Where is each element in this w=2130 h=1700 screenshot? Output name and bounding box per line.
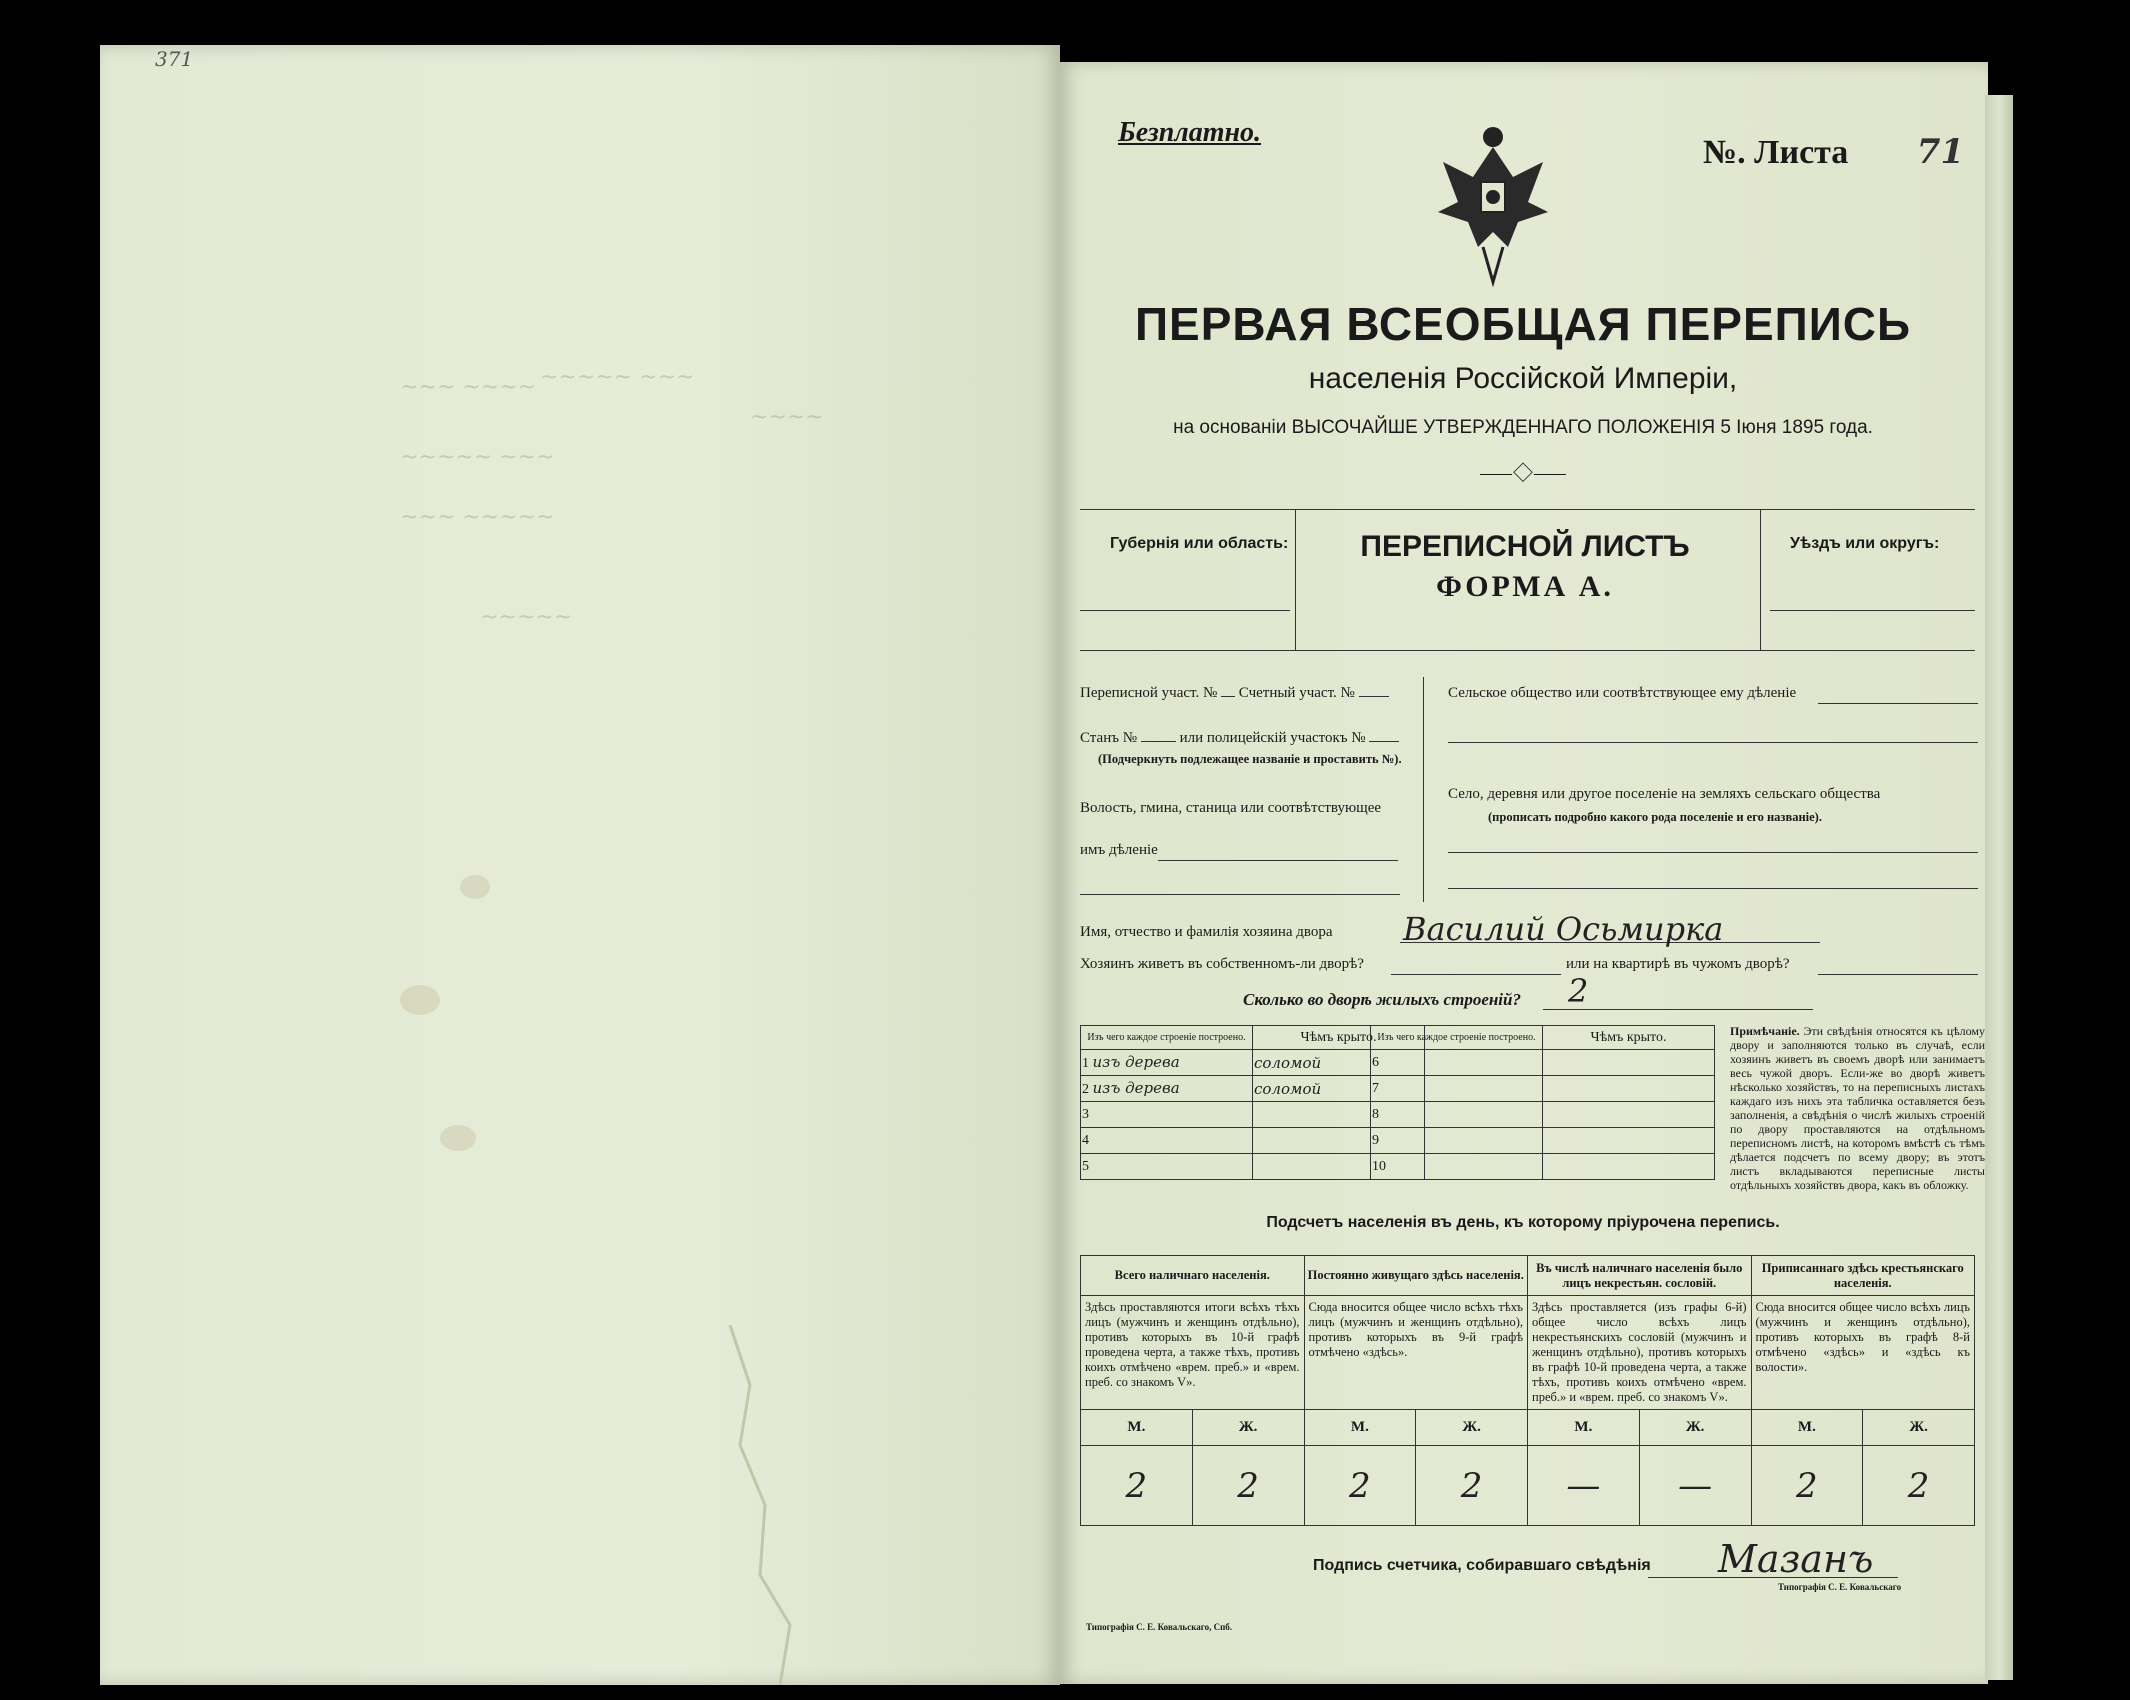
col-material-2: Изъ чего каждое строеніе построено. [1371, 1026, 1543, 1050]
form-letter: ФОРМА А. [1436, 570, 1614, 603]
bleed-through-text: ~~~ ~~~~~ [400, 505, 555, 530]
table-row: 6 [1371, 1050, 1715, 1076]
lives-rent-label: или на квартирѣ въ чужомъ дворѣ? [1566, 956, 1790, 972]
footer-left: Типографія С. Е. Ковальскаго, Спб. [1086, 1622, 1233, 1632]
sheet-number [1703, 132, 1964, 172]
count-col-2-desc: Сюда вносится общее число всѣхъ тѣхъ лицъ (мужчинъ и женщинъ отдѣльно), противъ которыхъ въ 9-й графѣ отмѣчено «здѣсь». [1304, 1296, 1528, 1410]
count-col-1-desc: Здѣсь проставляются итоги всѣхъ тѣхъ лицъ (мужчинъ и женщинъ отдѣльно), противъ которыхъ въ 10-й графѣ проведена черта, а также тѣхъ, противъ коихъ отмѣчено «врем. преб.» и «врем. преб. со знакомъ V». [1081, 1296, 1305, 1410]
left-page [100, 45, 1060, 1685]
table-row: 2 изъ дерева соломой [1081, 1076, 1425, 1102]
buildings-question: Сколько во дворѣ жилыхъ строеній? [1243, 990, 1521, 1009]
stan-text: Станъ № [1080, 730, 1138, 746]
lives-own-label: Хозяинъ живетъ въ собственномъ-ли дворѣ? [1080, 956, 1364, 972]
volost-label: Волость, гмина, станица или соотвѣтствующее [1080, 800, 1382, 816]
head-box [1080, 509, 1975, 651]
census-section-label [1080, 685, 1389, 702]
col-roof: Чѣмъ крыто. [1253, 1026, 1425, 1050]
signature-label: Подпись счетчика, собиравшаго свѣдѣнія [1313, 1557, 1651, 1574]
count-value: 2 [1081, 1446, 1193, 1526]
count-col-1-head: Всего наличнаго населенія. [1081, 1256, 1305, 1296]
count-value: 2 [1192, 1446, 1304, 1526]
province-label: Губернія или область: [1110, 535, 1289, 552]
count-col-2-head: Постоянно живущаго здѣсь населенія. [1304, 1256, 1528, 1296]
count-value: 2 [1751, 1446, 1863, 1526]
table-row: 4 [1081, 1128, 1425, 1154]
table-row: 7 [1371, 1076, 1715, 1102]
note-label: Примѣчаніе. [1730, 1024, 1800, 1038]
census-subtitle: населенія Россійской Имперіи, [1308, 362, 1738, 395]
page-stack-edge [1985, 95, 2013, 1680]
count-col-3-desc: Здѣсь проставляется (изъ графы 6-й) общее число всѣхъ лицъ некрестьянскихъ сословій (мужчинъ и женщинъ отдѣльно), противъ которыхъ въ графѣ 10-й проведена черта, а также тѣхъ, противъ коихъ отмѣчено «врем. преб.» и «врем. преб. со знакомъ V». [1528, 1296, 1752, 1410]
ornament-divider: ⸺◇⸺ [1479, 463, 1567, 485]
count-title: Подсчетъ населенія въ день, къ которому пріурочена перепись. [1266, 1214, 1780, 1231]
col-roof-2: Чѣмъ крыто. [1543, 1026, 1715, 1050]
m-label: М. [1528, 1410, 1640, 1446]
table-row: 1 изъ дерева соломой [1081, 1050, 1425, 1076]
page-tear [720, 1325, 840, 1685]
paper-stain [440, 1125, 476, 1151]
m-label: М. [1751, 1410, 1863, 1446]
count-col-3-head: Въ числѣ наличнаго населенія было лицъ некрестьян. сословій. [1528, 1256, 1752, 1296]
counting-section-text: Счетный участ. № [1238, 685, 1355, 701]
rural-society-label: Сельское общество или соотвѣтствующее ему дѣленіе [1448, 685, 1797, 701]
census-basis: на основаніи ВЫСОЧАЙШЕ УТВЕРЖДЕННАГО ПОЛОЖЕНІЯ 5 Іюня 1895 года. [1173, 417, 1873, 438]
owner-label: Имя, отчество и фамилія хозяина двора [1080, 924, 1333, 940]
left-page-number: 371 [155, 47, 194, 71]
m-label: М. [1304, 1410, 1416, 1446]
police-section-text: или полицейскій участокъ № [1179, 730, 1366, 746]
population-count-table [1080, 1255, 1975, 1526]
col-material: Изъ чего каждое строеніе построено. [1081, 1026, 1253, 1050]
paper-stain [400, 985, 440, 1015]
form-title: ПЕРЕПИСНОЙ ЛИСТЪ [1360, 530, 1690, 563]
bleed-through-text: ~~~~~ [480, 605, 573, 630]
sheet-number-label: №. Листа [1703, 134, 1849, 171]
note-text: Эти свѣдѣнія относятся къ цѣлому двору и заполняются только въ случаѣ, если хозяинъ живетъ въ своемъ дворѣ или занимаетъ весь чужой дворъ. Если-же во дворѣ живетъ нѣсколько хозяйствъ, то на переписныхъ листахъ каждаго изъ нихъ эта табличка оставляется безъ заполненія, а свѣдѣнія о числѣ жилыхъ строеній по двору проставляются на отдѣльномъ переписномъ листѣ, на которомъ вмѣстѣ съ тѣмъ дѣлается подсчетъ по всему двору; въ этотъ листъ вкладываются переписные листы отдѣльныхъ хозяйствъ двора, какъ въ обложку. [1730, 1024, 1985, 1192]
table-row: 9 [1371, 1128, 1715, 1154]
zh-label: Ж. [1863, 1410, 1975, 1446]
count-value: 2 [1863, 1446, 1975, 1526]
bleed-through-text: ~~~ ~~~~ [400, 375, 537, 400]
zh-label: Ж. [1192, 1410, 1304, 1446]
sheet-number-value: 71 [1916, 132, 1965, 172]
stan-label [1080, 730, 1399, 747]
table-row: 8 [1371, 1102, 1715, 1128]
double-headed-eagle-emblem [1433, 117, 1553, 287]
buildings-table-right [1370, 1025, 1715, 1180]
table-row: 3 [1081, 1102, 1425, 1128]
table-row: 5 [1081, 1154, 1425, 1180]
volost-label-2 [1080, 842, 1420, 859]
zh-label: Ж. [1416, 1410, 1528, 1446]
district-label: Уѣздъ или округъ: [1790, 535, 1940, 552]
free-label: Безплатно. [1118, 117, 1262, 148]
village-label: Село, деревня или другое поселеніе на земляхъ сельскаго общества [1448, 786, 1881, 802]
village-note: (прописать подробно какого рода поселеніе и его названіе). [1488, 810, 1822, 824]
census-section-text: Переписной участ. № [1080, 685, 1218, 701]
right-page [1058, 62, 1988, 1684]
bleed-through-text: ~~~~~ ~~~ [540, 365, 695, 390]
count-col-4-desc: Сюда вносится общее число всѣхъ лицъ (мужчинъ и женщинъ отдѣльно), противъ которыхъ въ графѣ 8-й отмѣчено «здѣсь» и «здѣсь къ волости». [1751, 1296, 1975, 1410]
bleed-through-text: ~~~~~ ~~~ [400, 445, 555, 470]
census-title: ПЕРВАЯ ВСЕОБЩАЯ ПЕРЕПИСЬ [1134, 298, 1912, 350]
count-value: 2 [1304, 1446, 1416, 1526]
underline-note: (Подчеркнуть подлежащее названіе и проставить №). [1098, 752, 1402, 766]
zh-label: Ж. [1639, 1410, 1751, 1446]
buildings-count: 2 [1568, 972, 1589, 1010]
owner-name: Василий Осьмирка [1403, 910, 1724, 948]
paper-stain [460, 875, 490, 899]
m-label: М. [1081, 1410, 1193, 1446]
count-value: — [1528, 1446, 1640, 1526]
count-col-4-head: Приписаннаго здѣсь крестьянскаго населенія. [1751, 1256, 1975, 1296]
footer-right: Типографія С. Е. Ковальскаго [1778, 1582, 1902, 1592]
count-value: 2 [1416, 1446, 1528, 1526]
table-row: 10 [1371, 1154, 1715, 1180]
enumerator-signature: Мазанъ [1718, 1537, 1874, 1581]
note-block [1730, 1024, 1985, 1192]
bleed-through-text: ~~~~ [750, 405, 824, 430]
count-value: — [1639, 1446, 1751, 1526]
volost-label-2-text: имъ дѣленіе [1080, 842, 1158, 858]
